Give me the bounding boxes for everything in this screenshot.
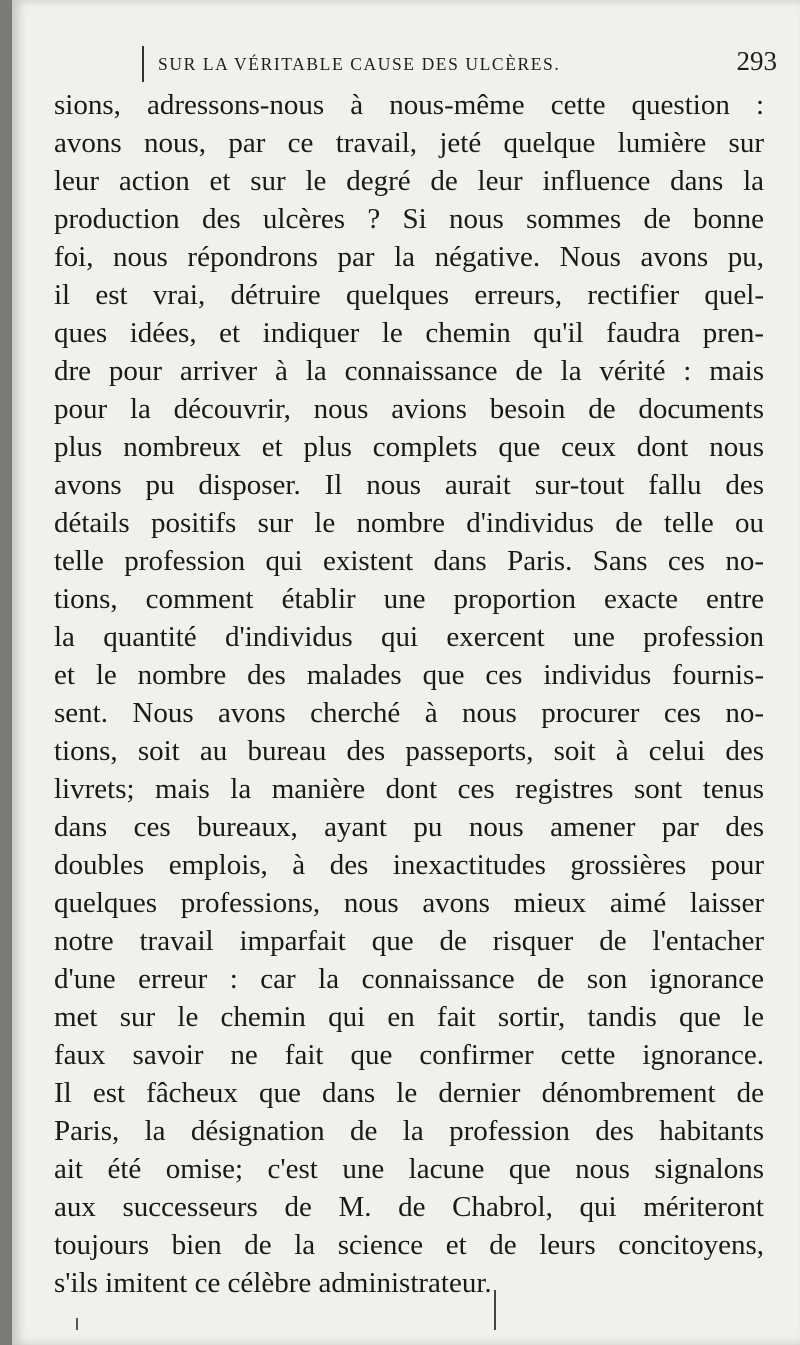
running-title: SUR LA VÉRITABLE CAUSE DES ULCÈRES. bbox=[158, 54, 561, 74]
body-text bbox=[54, 86, 764, 1302]
text-line: tions, comment établir une proportion exacte entre bbox=[54, 583, 764, 615]
text-line: tions, soit au bureau des passeports, soit à celui des bbox=[54, 735, 764, 767]
text-line: notre travail imparfait que de risquer de l'entacher bbox=[54, 925, 764, 957]
text-line: pour la découvrir, nous avions besoin de documents bbox=[54, 393, 764, 425]
text-line: d'une erreur : car la connaissance de son ignorance bbox=[54, 963, 764, 995]
text-line: doubles emplois, à des inexactitudes grossières pour bbox=[54, 849, 764, 881]
text-line: toujours bien de la science et de leurs concitoyens, bbox=[54, 1229, 764, 1261]
text-line: quelques professions, nous avons mieux aimé laisser bbox=[54, 887, 764, 919]
text-line: la quantité d'individus qui exercent une profession bbox=[54, 621, 764, 653]
text-line: faux savoir ne fait que confirmer cette ignorance. bbox=[54, 1039, 764, 1071]
text-line-last: s'ils imitent ce célèbre administrateur. bbox=[54, 1267, 492, 1299]
text-line: avons nous, par ce travail, jeté quelque lumière sur bbox=[54, 127, 764, 159]
text-line: telle profession qui existent dans Paris. Sans ces no- bbox=[54, 545, 764, 577]
text-line: détails positifs sur le nombre d'individus de telle ou bbox=[54, 507, 764, 539]
printer-mark-left bbox=[76, 1318, 78, 1330]
text-line: foi, nous répondrons par la négative. Nous avons pu, bbox=[54, 241, 764, 273]
text-line: ques idées, et indiquer le chemin qu'il faudra pren- bbox=[54, 317, 764, 349]
text-line: Il est fâcheux que dans le dernier dénombrement de bbox=[54, 1077, 764, 1109]
page-number: 293 bbox=[736, 46, 777, 76]
printer-mark bbox=[494, 1290, 496, 1330]
text-line: sions, adressons-nous à nous-même cette question : bbox=[54, 89, 764, 121]
text-line: aux successeurs de M. de Chabrol, qui mériteront bbox=[54, 1191, 764, 1223]
text-line: plus nombreux et plus complets que ceux dont nous bbox=[54, 431, 764, 463]
running-header bbox=[142, 44, 777, 78]
text-line: met sur le chemin qui en fait sortir, tandis que le bbox=[54, 1001, 764, 1033]
text-line: livrets; mais la manière dont ces registres sont tenus bbox=[54, 773, 764, 805]
text-line: Paris, la désignation de la profession des habitants bbox=[54, 1115, 764, 1147]
text-line: et le nombre des malades que ces individus fournis- bbox=[54, 659, 764, 691]
text-line: avons pu disposer. Il nous aurait sur-tout fallu des bbox=[54, 469, 764, 501]
text-line: leur action et sur le degré de leur influence dans la bbox=[54, 165, 764, 197]
text-line: dans ces bureaux, ayant pu nous amener par des bbox=[54, 811, 764, 843]
text-line: sent. Nous avons cherché à nous procurer ces no- bbox=[54, 697, 764, 729]
book-page bbox=[12, 0, 800, 1345]
text-line: dre pour arriver à la connaissance de la vérité : mais bbox=[54, 355, 764, 387]
text-line: production des ulcères ? Si nous sommes de bonne bbox=[54, 203, 764, 235]
text-line: ait été omise; c'est une lacune que nous signalons bbox=[54, 1153, 764, 1185]
text-line: il est vrai, détruire quelques erreurs, rectifier quel- bbox=[54, 279, 764, 311]
header-rule bbox=[142, 46, 144, 82]
